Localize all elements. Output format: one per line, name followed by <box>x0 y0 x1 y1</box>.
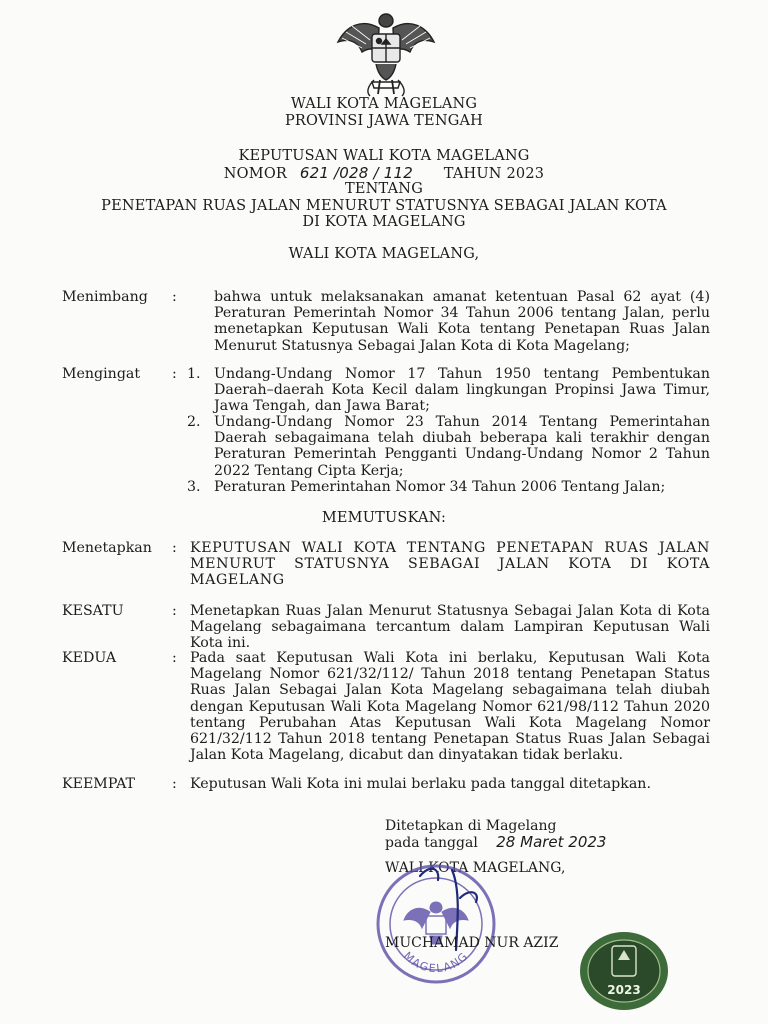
electronic-seal-icon <box>578 930 670 1012</box>
kesatu-label: KESATU <box>62 603 124 619</box>
header-line-1: WALI KOTA MAGELANG <box>290 96 478 112</box>
signature-date-label: pada tanggal <box>385 835 478 851</box>
kesatu-text: Menetapkan Ruas Jalan Menurut Statusnya Sebagai Jalan Kota di Kota Magelang sebagaimana tercantum dalam Lampiran Keputusan Wali Kota ini. <box>190 603 710 652</box>
kesatu-colon: : <box>172 603 177 619</box>
signature-date-line <box>385 834 606 851</box>
item-number: 2. <box>187 414 201 430</box>
garuda-emblem-icon <box>332 8 440 100</box>
kedua-text: Pada saat Keputusan Wali Kota ini berlaku, Keputusan Wali Kota Magelang Nomor 621/32/112/ Tahun 2018 tentang Penetapan Status Ruas Jalan Sebagai Jalan Kota Magelang sebagaimana telah diubah dengan Keputusan Wali Kota Magelang Nomor 621/98/112 Tahun 2020 tentang Perubahan Atas Keputusan Wali Kota Magelang Nomor 621/32/112 Tahun 2018 tentang Penetapan Status Ruas Jalan Sebagai Jalan Kota Magelang, dicabut dan dinyatakan tidak berlaku. <box>190 650 710 764</box>
mengingat-colon: : <box>172 366 177 382</box>
subject-line-1: PENETAPAN RUAS JALAN MENURUT STATUSNYA SEBAGAI JALAN KOTA <box>101 198 667 214</box>
menimbang-text: bahwa untuk melaksanakan amanat ketentuan Pasal 62 ayat (4) Peraturan Pemerintah Nomor 34 Tahun 2006 tentang Jalan, perlu menetapkan Keputusan Wali Kota tentang Penetapan Ruas Jalan Menurut Statusnya Sebagai Jalan Kota di Kota Magelang; <box>214 289 710 354</box>
keempat-label: KEEMPAT <box>62 776 136 792</box>
item-text: Peraturan Pemerintahan Nomor 34 Tahun 2006 Tentang Jalan; <box>214 479 666 495</box>
stamp-text: MAGELANG <box>400 949 472 976</box>
signer-name: MUCHAMAD NUR AZIZ <box>385 935 559 951</box>
keempat-colon: : <box>172 776 177 792</box>
item-text: Undang-Undang Nomor 23 Tahun 2014 Tentang Pemerintahan Daerah sebagaimana telah diubah beberapa kali terakhir dengan Peraturan Pemerintah Pengganti Undang-Undang Nomor 2 Tahun 2022 Tentang Cipta Kerja; <box>214 414 710 479</box>
menetapkan-text: KEPUTUSAN WALI KOTA TENTANG PENETAPAN RUAS JALAN MENURUT STATUSNYA SEBAGAI JALAN KOTA DI KOTA MAGELANG <box>190 540 710 589</box>
menetapkan-colon: : <box>172 540 177 556</box>
keempat-text: Keputusan Wali Kota ini mulai berlaku pada tanggal ditetapkan. <box>190 776 651 792</box>
signature-title: WALI KOTA MAGELANG, <box>385 860 566 876</box>
menimbang-colon: : <box>172 289 177 305</box>
memutuskan-heading: MEMUTUSKAN: <box>321 510 447 526</box>
signature-date-handwritten: 28 Maret 2023 <box>496 833 607 851</box>
decree-year: TAHUN 2023 <box>443 166 545 182</box>
mengingat-label: Mengingat <box>62 366 141 382</box>
item-text: Undang-Undang Nomor 17 Tahun 1950 tentang Pembentukan Daerah–daerah Kota Kecil dalam lingkungan Propinsi Jawa Timur, Jawa Tengah, dan Jawa Barat; <box>214 366 710 415</box>
seal-year: 2023 <box>607 983 641 997</box>
header-line-2: PROVINSI JAWA TENGAH <box>284 113 484 129</box>
kedua-label: KEDUA <box>62 650 117 666</box>
decree-title: KEPUTUSAN WALI KOTA MAGELANG <box>238 148 530 164</box>
menetapkan-label: Menetapkan <box>62 540 152 556</box>
kedua-colon: : <box>172 650 177 666</box>
item-number: 1. <box>187 366 201 382</box>
tentang-label: TENTANG <box>345 181 423 197</box>
issuer-line: WALI KOTA MAGELANG, <box>288 246 480 262</box>
item-number: 3. <box>187 479 201 495</box>
menimbang-label: Menimbang <box>62 289 148 305</box>
signature-place: Ditetapkan di Magelang <box>385 818 557 834</box>
nomor-handwritten: 621 /028 / 112 <box>299 164 413 182</box>
subject-line-2: DI KOTA MAGELANG <box>302 214 466 230</box>
nomor-label: NOMOR <box>223 166 288 182</box>
